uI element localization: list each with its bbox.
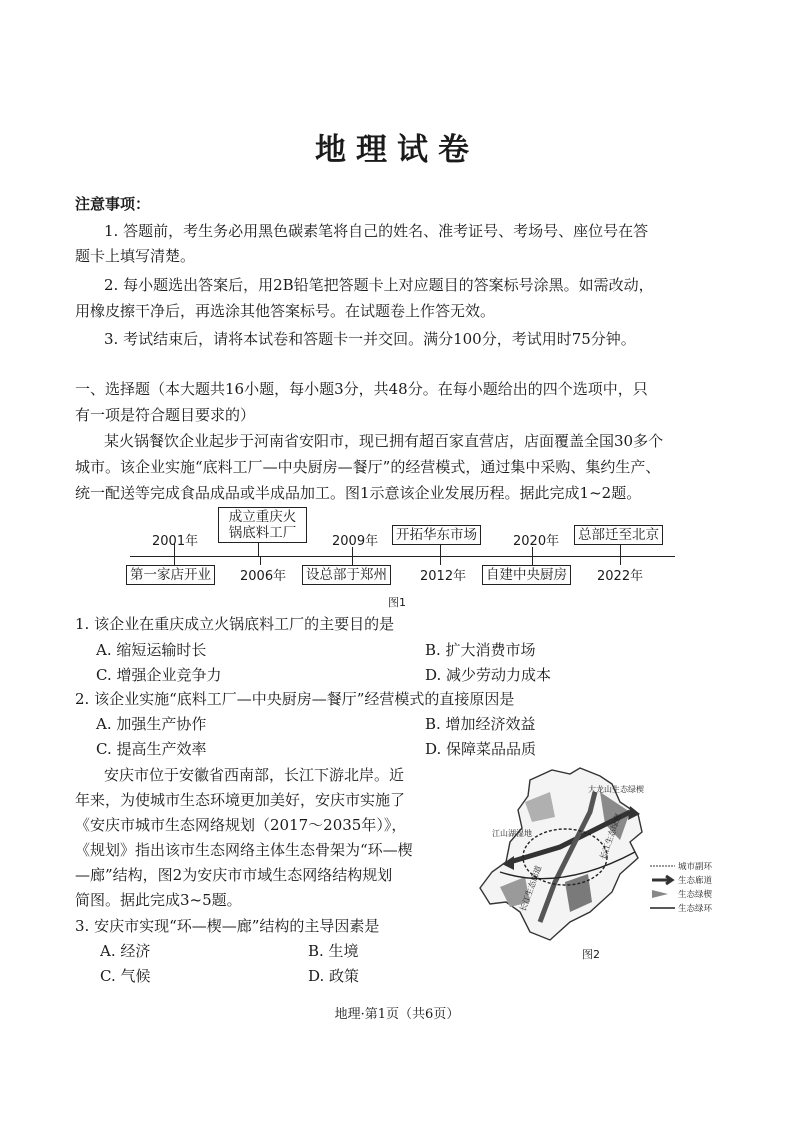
tick bbox=[174, 557, 175, 565]
year-label: 2022年 bbox=[597, 569, 644, 584]
passage-line: 安庆市位于安徽省西南部，长江下游北岸。近 bbox=[104, 766, 405, 784]
figure1-timeline bbox=[120, 503, 680, 608]
legend-symbol bbox=[652, 890, 668, 898]
map-label: 长江生态绿廊 bbox=[598, 812, 624, 861]
option-b: B. 增加经济效益 bbox=[425, 715, 536, 733]
timeline-axis bbox=[130, 556, 675, 557]
map-label: 大龙山生态绿楔 bbox=[588, 785, 644, 794]
section-heading: 一、选择题（本大题共16小题，每小题3分，共48分。在每小题给出的四个选项中，只 bbox=[75, 380, 648, 398]
option-d: D. 政策 bbox=[308, 967, 360, 985]
tick bbox=[260, 557, 261, 565]
passage-line: 某火锅餐饮企业起步于河南省安阳市，现已拥有超百家直营店，店面覆盖全国30多个 bbox=[104, 432, 664, 450]
year-label: 2006年 bbox=[240, 569, 287, 584]
event-box-hq-zhengzhou: 设总部于郑州 bbox=[302, 565, 391, 585]
map-label: 江山湖湿地 bbox=[492, 829, 532, 838]
passage-line: 城市。该企业实施“底料工厂—中央厨房—餐厅”的经营模式，通过集中采购、集约生产、 bbox=[75, 458, 661, 476]
event-box-east-china: 开拓华东市场 bbox=[392, 525, 481, 545]
legend-symbol bbox=[652, 876, 672, 884]
option-c: C. 提高生产效率 bbox=[96, 740, 207, 758]
event-box-hq-beijing: 总部迁至北京 bbox=[574, 525, 663, 545]
map-label: 长江生态廊道 bbox=[518, 864, 544, 913]
notice-line: 3. 考试结束后，请将本试卷和答题卡一并交回。满分100分，考试用时75分钟。 bbox=[104, 330, 636, 348]
year-label: 2001年 bbox=[152, 534, 199, 549]
tick bbox=[440, 544, 441, 556]
event-label: 锅底料工厂 bbox=[228, 525, 297, 541]
question-stem: 1. 该企业在重庆成立火锅底料工厂的主要目的是 bbox=[75, 615, 395, 633]
option-a: A. 经济 bbox=[100, 942, 151, 960]
passage-line: 《安庆市城市生态网络规划（2017～2035年）》， bbox=[75, 816, 407, 834]
event-box-first-store: 第一家店开业 bbox=[126, 565, 215, 585]
event-label: 成立重庆火 bbox=[228, 509, 297, 525]
option-d: D. 保障菜品品质 bbox=[425, 740, 537, 758]
option-c: C. 气候 bbox=[100, 967, 151, 985]
page-footer: 地理·第1页（共6页） bbox=[334, 1007, 460, 1022]
notice-heading: 注意事项： bbox=[75, 195, 151, 213]
tick bbox=[352, 557, 353, 565]
page-title: 地理试卷 bbox=[315, 132, 479, 168]
tick bbox=[258, 543, 259, 556]
passage-line: 《规划》指出该市生态网络主体生态骨架为“环—楔 bbox=[75, 841, 413, 859]
notice-line: 2. 每小题选出答案后，用2B铅笔把答题卡上对应题目的答案标号涂黑。如需改动， bbox=[104, 276, 654, 294]
section-heading-cont: 有一项是符合题目要求的） bbox=[75, 406, 256, 424]
tick bbox=[620, 557, 621, 565]
figure1-caption: 图1 bbox=[388, 596, 406, 609]
option-c: C. 增强企业竞争力 bbox=[96, 666, 222, 684]
legend-label: 生态绿楔 bbox=[678, 890, 713, 900]
passage-line: 简图。据此完成3~5题。 bbox=[75, 891, 242, 909]
tick bbox=[620, 544, 621, 556]
year-label: 2020年 bbox=[513, 534, 560, 549]
legend-label: 生态绿环 bbox=[678, 904, 713, 914]
legend-label: 城市副环 bbox=[678, 862, 713, 872]
event-box-chongqing-factory bbox=[218, 507, 307, 543]
notice-line: 用橡皮擦干净后，再选涂其他答案标号。在试题卷上作答无效。 bbox=[75, 302, 496, 320]
option-a: A. 缩短运输时长 bbox=[96, 641, 207, 659]
year-label: 2009年 bbox=[332, 534, 379, 549]
option-a: A. 加强生产协作 bbox=[96, 715, 207, 733]
notice-line: 题卡上填写清楚。 bbox=[75, 247, 196, 265]
option-b: B. 扩大消费市场 bbox=[425, 641, 536, 659]
tick bbox=[440, 557, 441, 565]
option-d: D. 减少劳动力成本 bbox=[425, 666, 552, 684]
option-b: B. 生境 bbox=[308, 942, 359, 960]
event-box-central-kitchen: 自建中央厨房 bbox=[482, 565, 571, 585]
year-label: 2012年 bbox=[420, 569, 467, 584]
passage-line: 年来，为使城市生态环境更加美好，安庆市实施了 bbox=[75, 791, 406, 809]
tick bbox=[532, 557, 533, 565]
passage-line: 统一配送等完成食品成品或半成品加工。图1示意该企业发展历程。据此完成1~2题。 bbox=[75, 484, 642, 502]
figure2-caption: 图2 bbox=[582, 948, 600, 961]
figure2-map bbox=[470, 762, 730, 947]
question-stem: 3. 安庆市实现“环—楔—廊”结构的主导因素是 bbox=[75, 917, 380, 935]
passage-line: —廊”结构，图2为安庆市市域生态网络结构规划 bbox=[75, 866, 393, 884]
legend-label: 生态廊道 bbox=[678, 876, 713, 886]
question-stem: 2. 该企业实施“底料工厂—中央厨房—餐厅”经营模式的直接原因是 bbox=[75, 690, 515, 708]
notice-line: 1. 答题前，考生务必用黑色碳素笔将自己的姓名、准考证号、考场号、座位号在答 bbox=[104, 222, 649, 240]
